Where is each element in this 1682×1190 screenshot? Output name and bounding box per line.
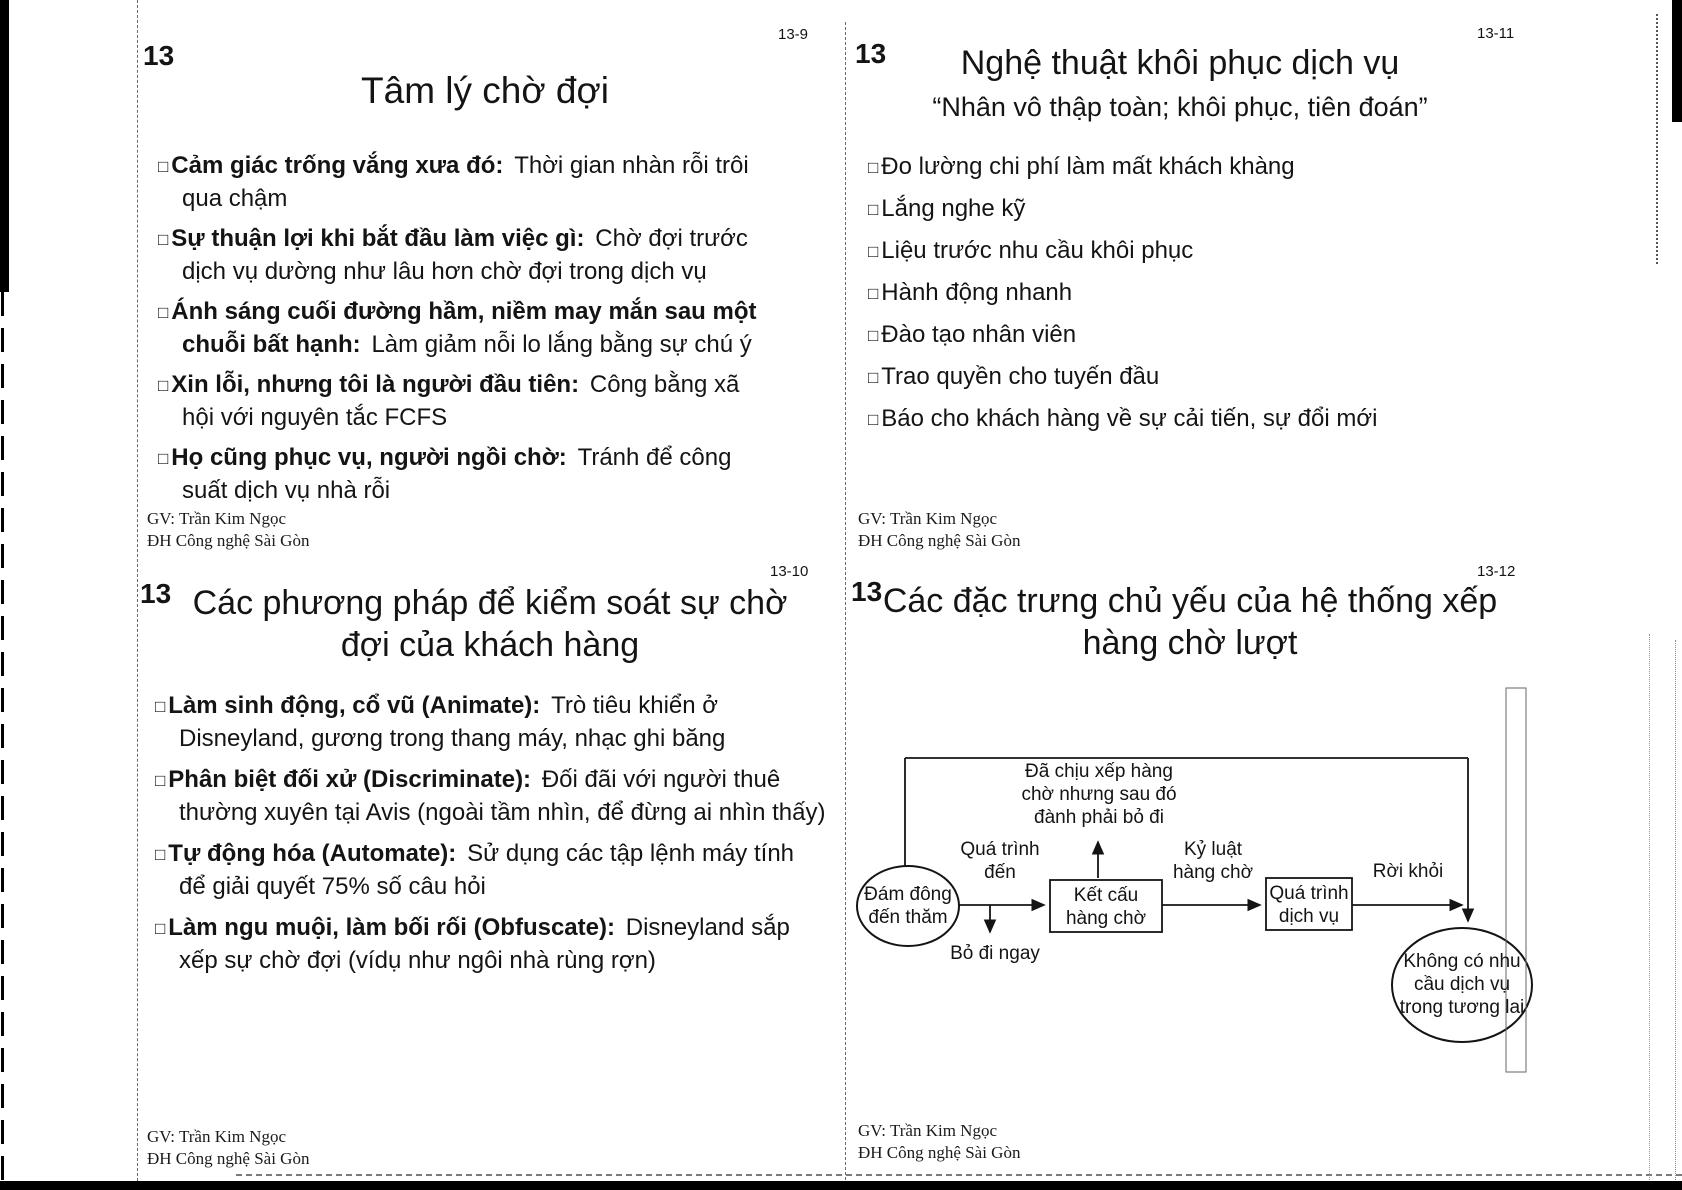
list-item	[158, 150, 766, 214]
list-item: □ Đào tạo nhân viên	[868, 320, 1508, 352]
scan-edge-left	[0, 0, 9, 292]
bullet-lead: Làm ngu muội, làm bối rối (Obfuscate):	[168, 914, 615, 941]
page-number: 13-9	[778, 26, 809, 43]
list-item: □ Lắng nghe kỹ	[868, 194, 1508, 226]
slide-title: Các đặc trưng chủ yếu của hệ thống xếp hàng chờ lượt	[882, 582, 1498, 662]
queueing-system-diagram	[845, 680, 1545, 1110]
arrival-label: Quá trình đến	[960, 839, 1040, 883]
footer-lecturer: GV: Trần Kim Ngọc	[858, 509, 997, 528]
page-number: 13-11	[1477, 25, 1515, 42]
bullet-lead: Làm sinh động, cổ vũ (Animate):	[168, 692, 541, 719]
bullet-text: Đối đãi với người thuê thường xuyên tại Avis (ngoài tầm nhìn, để đừng ai nhìn thấy)	[179, 766, 826, 826]
list-item: □ Liệu trước nhu cầu khôi phục	[868, 236, 1508, 268]
scan-dotted-line-right-2	[1675, 640, 1676, 1180]
slide-footer	[147, 508, 309, 552]
slide-footer	[858, 508, 1020, 552]
scan-edge-bottom	[0, 1181, 1682, 1190]
slide-footer	[147, 1126, 309, 1170]
bullet-text: Công bằng xã hội với nguyên tắc FCFS	[182, 371, 740, 431]
footer-school: ĐH Công nghệ Sài Gòn	[858, 531, 1021, 550]
list-item: □ Báo cho khách hàng về sự cải tiến, sự đổi mới	[868, 404, 1508, 436]
bullet-text: Chờ đợi trước dịch vụ dường như lâu hơn chờ đợi trong dịch vụ	[182, 225, 748, 285]
bullet-list	[155, 690, 827, 986]
footer-lecturer: GV: Trần Kim Ngọc	[147, 509, 286, 528]
list-item	[158, 296, 766, 360]
scan-dotted-line-right-top	[1656, 14, 1658, 264]
slide-number: 13	[143, 40, 175, 71]
slide-number: 13	[140, 578, 172, 609]
scan-dotted-line-right-1	[1649, 634, 1650, 1180]
slide-subtitle: “Nhân vô thập toàn; khôi phục, tiên đoán”	[932, 92, 1428, 122]
bullet-text: Thời gian nhàn rỗi trôi qua chậm	[182, 152, 749, 212]
bullet-lead: Xin lỗi, nhưng tôi là người đầu tiên:	[171, 371, 580, 398]
list-item: □ Trao quyền cho tuyến đầu	[868, 362, 1508, 394]
service-process-label: Quá trình dịch vụ	[1269, 883, 1349, 927]
bullet-lead: Phân biệt đối xử (Discriminate):	[168, 766, 532, 793]
balk-label: Bỏ đi ngay	[950, 943, 1040, 964]
bullet-text: Disneyland sắp xếp sự chờ đợi (vídụ như ngôi nhà rùng rợn)	[179, 914, 790, 974]
page-number: 13-10	[770, 563, 809, 580]
queue-discipline-label: Kỷ luật hàng chờ	[1172, 839, 1254, 883]
slide-left-border	[137, 0, 138, 1181]
bullet-text: Tránh để công suất dịch vụ nhà rỗi	[182, 444, 732, 504]
bullet-lead: Tự động hóa (Automate):	[168, 840, 457, 867]
bullet-text: Trò tiêu khiển ở Disneyland, gương trong thang máy, nhạc ghi băng	[179, 692, 726, 752]
bullet-text: Sử dụng các tập lệnh máy tính để giải quyết 75% số câu hỏi	[179, 840, 795, 900]
footer-school: ĐH Công nghệ Sài Gòn	[147, 1149, 310, 1168]
bullet-list	[868, 152, 1508, 446]
slide-title: Nghệ thuật khôi phục dịch vụ	[960, 44, 1400, 82]
footer-school: ĐH Công nghệ Sài Gòn	[147, 531, 310, 550]
slide-number: 13	[855, 38, 887, 69]
slide-footer	[858, 1120, 1020, 1164]
footer-lecturer: GV: Trần Kim Ngọc	[147, 1127, 286, 1146]
bullet-lead: Cảm giác trống vắng xưa đó:	[171, 152, 504, 179]
departure-label: Rời khỏi	[1372, 861, 1444, 882]
renege-label: Đã chịu xếp hàng chờ nhưng sau đó đành phải bỏ đi	[1021, 761, 1177, 828]
bullet-lead: Họ cũng phục vụ, người ngồi chờ:	[171, 444, 567, 471]
bullet-text: Làm giảm nỗi lo lắng bằng sự chú ý	[371, 331, 752, 358]
footer-school: ĐH Công nghệ Sài Gòn	[858, 1143, 1021, 1162]
list-item	[155, 764, 827, 828]
list-item	[158, 223, 766, 287]
slide-number: 13	[851, 576, 883, 607]
list-item	[158, 442, 766, 506]
list-item	[155, 690, 827, 754]
scan-dashed-rule-bottom	[236, 1174, 1682, 1176]
list-item: □ Đo lường chi phí làm mất khách khàng	[868, 152, 1508, 184]
bullet-lead: Sự thuận lợi khi bắt đầu làm việc gì:	[171, 225, 585, 252]
queue-structure-label: Kết cấu hàng chờ	[1065, 885, 1147, 929]
population-label: Đám đông đến thăm	[864, 884, 952, 928]
slide-title: Tâm lý chờ đợi	[361, 70, 609, 111]
bullet-list	[158, 150, 766, 515]
scan-edge-left-dashes	[1, 292, 4, 1190]
list-item	[158, 369, 766, 433]
footer-lecturer: GV: Trần Kim Ngọc	[858, 1121, 997, 1140]
bullet-lead: Ánh sáng cuối đường hầm, niềm may mắn sau một chuỗi bất hạnh:	[171, 298, 757, 358]
list-item	[155, 838, 827, 902]
page-number: 13-12	[1477, 563, 1516, 580]
list-item: □ Hành động nhanh	[868, 278, 1508, 310]
scan-edge-right	[1672, 0, 1682, 122]
list-item	[155, 912, 827, 976]
no-future-label: Không có nhu cầu dịch vụ trong tương lai	[1399, 951, 1525, 1018]
slide-title: Các phương pháp để kiểm soát sự chờ đợi của khách hàng	[192, 584, 788, 664]
